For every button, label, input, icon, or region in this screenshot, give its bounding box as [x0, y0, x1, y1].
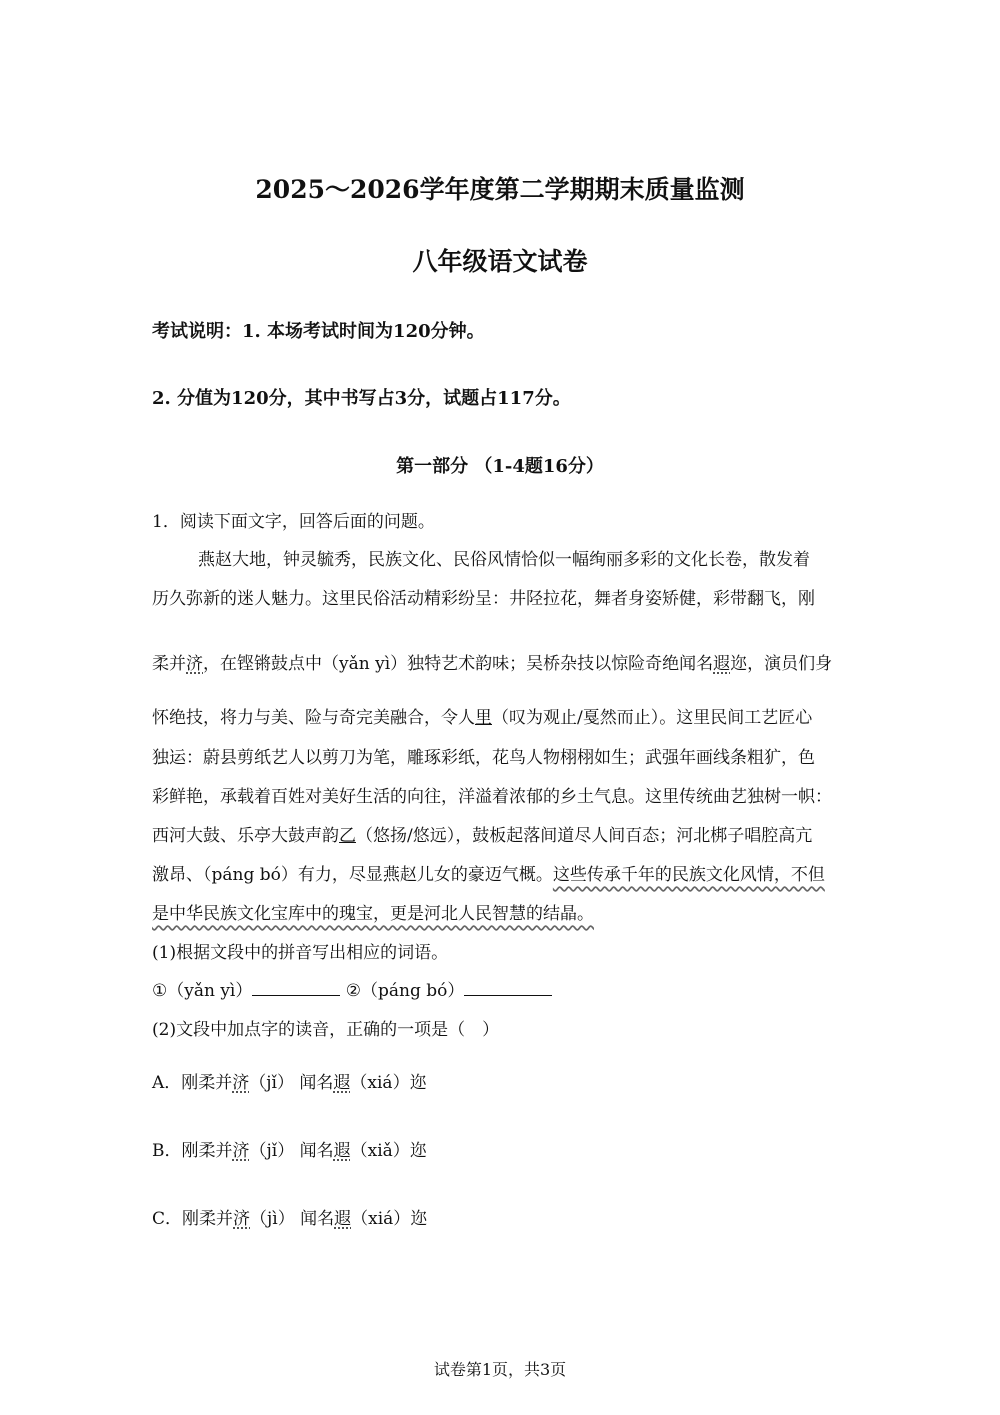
blank-1-label: ①（yǎn yì）	[152, 981, 253, 1001]
answer-blank-1[interactable]	[252, 981, 340, 996]
dotted-char: 济	[186, 654, 203, 674]
instructions-line-1: 考试说明：1. 本场考试时间为120分钟。	[152, 321, 485, 342]
text-segment: （悠扬/悠远），鼓板起落间道尽人间百态；河北梆子唱腔高亢	[356, 826, 813, 846]
text-segment: （xiá）迩	[350, 1073, 427, 1093]
exam-subtitle: 八年级语文试卷	[412, 247, 588, 276]
text-segment: （jǐ） 闻名	[249, 1141, 334, 1161]
underlined-char: 乙	[339, 826, 356, 846]
text-segment: 刚柔并	[181, 1141, 233, 1161]
text-segment: （jǐ） 闻名	[249, 1073, 334, 1093]
option-c[interactable]	[152, 1204, 427, 1229]
text-segment: （叹为观止/戛然而止）。这里民间工艺匠心	[492, 708, 813, 728]
blank-2-label: ②（páng bó）	[345, 981, 465, 1001]
section-heading: 第一部分 （1-4题16分）	[396, 456, 604, 477]
text-segment: 刚柔并	[182, 1209, 234, 1229]
text-segment: （jì） 闻名	[250, 1209, 335, 1229]
text-segment: 柔并	[152, 654, 186, 674]
dotted-char: 遐	[334, 1209, 352, 1229]
question-1-prompt: 1．阅读下面文字，回答后面的问题。	[152, 512, 435, 532]
dotted-char: 遐	[333, 1073, 351, 1093]
answer-blank-2[interactable]	[464, 981, 552, 996]
exam-title: 2025～2026学年度第二学期期末质量监测	[255, 175, 745, 204]
passage-line-7	[152, 821, 812, 846]
dotted-char: 济	[232, 1073, 250, 1093]
sub-question-1-blanks	[152, 976, 552, 1001]
passage-line-8	[152, 860, 825, 885]
text-segment: 激昂、（páng bó）有力，尽显燕赵儿女的豪迈气概。	[152, 865, 553, 885]
text-segment: 怀绝技，将力与美、险与奇完美融合，令人	[152, 708, 475, 728]
text-segment: （xiǎ）迩	[350, 1141, 427, 1161]
dotted-char: 济	[233, 1209, 251, 1229]
page-footer: 试卷第1页，共3页	[433, 1360, 567, 1379]
dotted-char: 遐	[333, 1141, 351, 1161]
text-segment: 西河大鼓、乐亭大鼓声韵	[152, 826, 339, 846]
dotted-char: 遐	[713, 654, 731, 674]
underlined-char: 里	[475, 708, 492, 728]
wavy-underlined-text: 这些传承千年的民族文化风情，不但	[552, 865, 825, 885]
text-segment: （xiá）迩	[351, 1209, 428, 1229]
passage-line-2: 历久弥新的迷人魅力。这里民俗活动精彩纷呈：井陉拉花，舞者身姿矫健，彩带翻飞，刚	[152, 589, 815, 609]
option-letter: A．	[152, 1073, 182, 1093]
passage-line-3	[152, 649, 832, 674]
text-segment: 刚柔并	[181, 1073, 233, 1093]
option-letter: B．	[152, 1141, 182, 1161]
text-segment: ，在铿锵鼓点中（yǎn yì）独特艺术韵味；吴桥杂技以惊险奇绝闻名	[203, 654, 714, 674]
passage-line-1: 燕赵大地，钟灵毓秀，民族文化、民俗风情恰似一幅绚丽多彩的文化长卷，散发着	[198, 550, 810, 570]
text-segment: 迩，演员们身	[730, 654, 833, 674]
passage-line-9	[152, 899, 594, 924]
option-a[interactable]	[152, 1068, 427, 1093]
option-letter: C．	[152, 1209, 183, 1229]
sub-question-2: (2)文段中加点字的读音，正确的一项是（ ）	[152, 1020, 500, 1040]
passage-line-6: 彩鲜艳，承载着百姓对美好生活的向往，洋溢着浓郁的乡土气息。这里传统曲艺独树一帜：	[152, 787, 832, 807]
sub-question-1: (1)根据文段中的拼音写出相应的词语。	[152, 943, 449, 963]
wavy-underlined-text: 是中华民族文化宝库中的瑰宝，更是河北人民智慧的结晶。	[152, 904, 594, 924]
dotted-char: 济	[232, 1141, 250, 1161]
option-b[interactable]	[152, 1136, 427, 1161]
passage-line-5: 独运：蔚县剪纸艺人以剪刀为笔，雕琢彩纸，花鸟人物栩栩如生；武强年画线条粗犷，色	[152, 748, 815, 768]
passage-line-4	[152, 703, 812, 728]
instructions-line-2: 2. 分值为120分，其中书写占3分，试题占117分。	[152, 388, 571, 409]
